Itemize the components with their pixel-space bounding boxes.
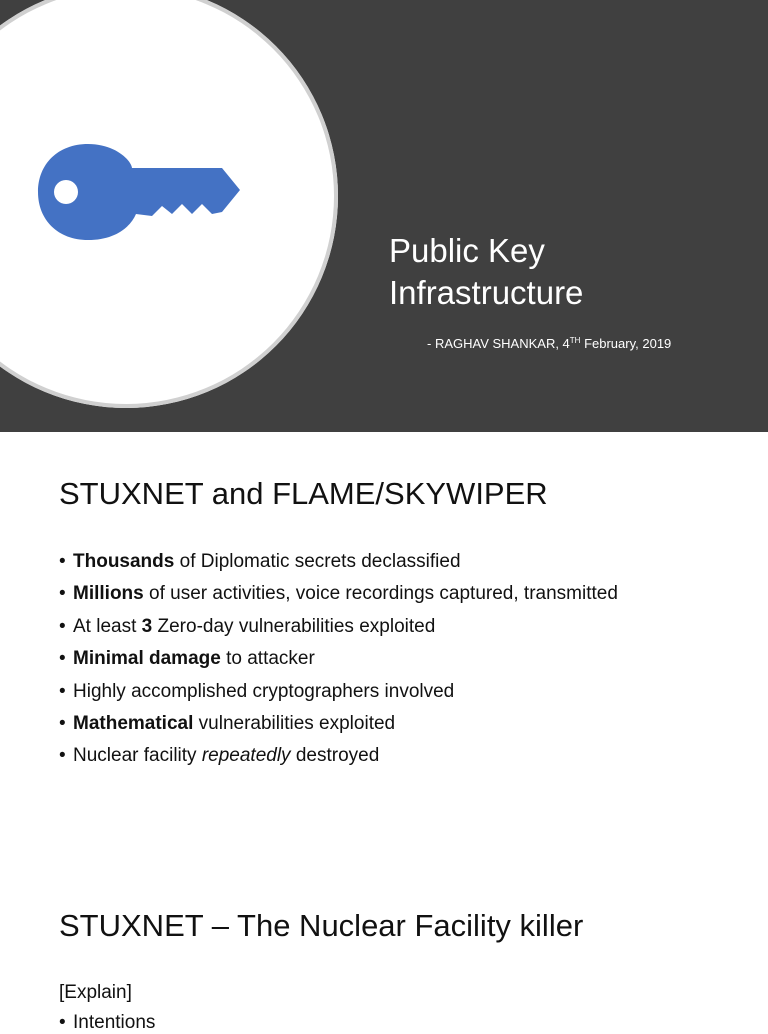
author-date	[427, 336, 671, 351]
bullet-item: • At least 3 Zero-day vulnerabilities exploited	[59, 611, 618, 643]
intentions-bullet: • Intentions	[59, 1012, 155, 1034]
bullet-item: • Minimal damage to attacker	[59, 643, 618, 675]
title-line-1: Public Key	[389, 232, 545, 269]
bullet-item: • Millions of user activities, voice recordings captured, transmitted	[59, 578, 618, 610]
bullet-item: • Highly accomplished cryptographers involved	[59, 676, 618, 708]
subtitle-prefix: - RAGHAV SHANKAR, 4	[427, 336, 570, 351]
title-line-2: Infrastructure	[389, 274, 584, 311]
title-slide	[0, 0, 768, 432]
slide3-heading: STUXNET – The Nuclear Facility killer	[59, 908, 584, 943]
subtitle-suffix: February, 2019	[580, 336, 672, 351]
explain-note: [Explain]	[59, 982, 132, 1003]
slide2-bullet-list	[59, 546, 618, 773]
subtitle-superscript: TH	[569, 336, 581, 345]
slide2-heading: STUXNET and FLAME/SKYWIPER	[59, 476, 548, 511]
bullet-item: • Thousands of Diplomatic secrets declassified	[59, 546, 618, 578]
bullet-item: • Mathematical vulnerabilities exploited	[59, 708, 618, 740]
bullet-item: • Nuclear facility repeatedly destroyed	[59, 740, 618, 772]
key-icon	[36, 140, 244, 244]
presentation-title	[389, 230, 749, 314]
